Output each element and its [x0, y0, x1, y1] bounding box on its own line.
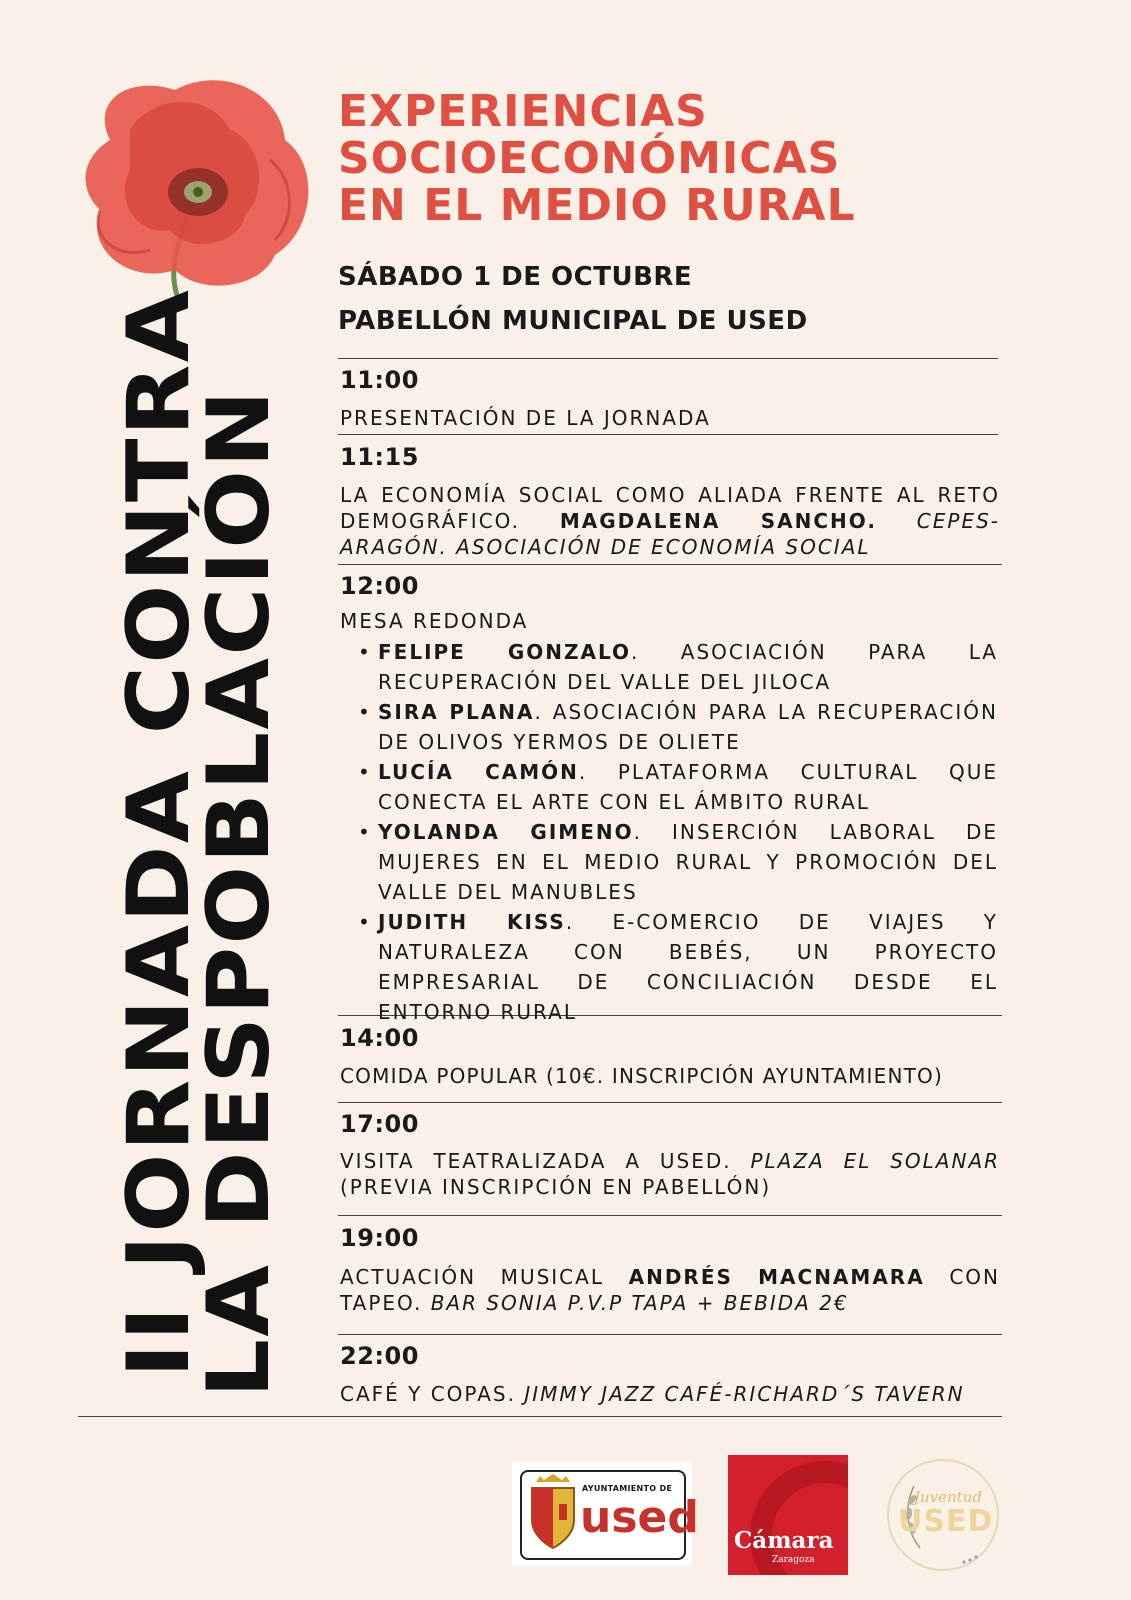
panelist-desc: . ASOCIACIÓN PARA LA RECUPERACIÓN DE OLIVOS YERMOS DE OLIETE [378, 700, 998, 754]
divider [338, 1215, 1002, 1216]
schedule-time: 22:00 [340, 1342, 419, 1370]
juventud-used-text: USED [898, 1504, 994, 1539]
event-place: JIMMY JAZZ CAFÉ-RICHARD´S TAVERN [524, 1382, 965, 1406]
title-line1: EXPERIENCIAS [338, 86, 708, 137]
panelist-name: JUDITH KISS [378, 910, 566, 934]
event-desc: ACTUACIÓN MUSICAL [340, 1265, 604, 1289]
divider [338, 564, 1002, 565]
panel-item [358, 757, 998, 817]
divider [338, 434, 998, 435]
schedule-time: 17:00 [340, 1110, 419, 1138]
event-place: PLAZA EL SOLANAR [750, 1149, 1001, 1173]
schedule-text [340, 482, 1000, 560]
schedule-time: 11:00 [340, 366, 419, 394]
vertical-title-line1: II JORNADA CONTRA [109, 372, 209, 1378]
schedule-text: MESA REDONDA [340, 609, 529, 633]
panelist-name: SIRA PLANA [378, 700, 535, 724]
vertical-title-line2: LA DESPOBLACIÓN [189, 461, 289, 1398]
divider [338, 358, 998, 359]
schedule-text [340, 1264, 1000, 1316]
event-venue: PABELLÓN MUNICIPAL DE USED [338, 306, 808, 336]
panelist-desc: . ASOCIACIÓN PARA LA RECUPERACIÓN DEL VALLE DEL JILOCA [378, 640, 998, 694]
camara-city: Zaragoza [772, 1555, 815, 1565]
poppy-flower-illustration [70, 70, 330, 310]
artist-name: ANDRÉS MACNAMARA [628, 1265, 925, 1289]
panelist-name: FELIPE GONZALO [378, 640, 632, 664]
schedule-text: COMIDA POPULAR (10€. INSCRIPCIÓN AYUNTAMIENTO) [340, 1064, 943, 1088]
title-line2: SOCIOECONÓMICAS [338, 133, 841, 184]
panel-item [358, 907, 998, 1027]
panelist-name: YOLANDA GIMENO [378, 820, 634, 844]
schedule-time: 12:00 [340, 572, 419, 600]
juventud-used-logo [884, 1456, 1002, 1574]
event-date: SÁBADO 1 DE OCTUBRE [338, 262, 693, 292]
divider [338, 1102, 1002, 1103]
ayuntamiento-used-logo [512, 1462, 699, 1566]
ayuntamiento-big-text: used [580, 1492, 699, 1543]
main-title [338, 88, 1038, 229]
panel-item [358, 697, 998, 757]
event-desc: CON TAPEO. [340, 1265, 1000, 1315]
event-note: (PREVIA INSCRIPCIÓN EN PABELLÓN) [340, 1175, 772, 1199]
divider [78, 1416, 1002, 1417]
speaker-org: CEPES-ARAGÓN. ASOCIACIÓN DE ECONOMÍA SOCIAL [340, 509, 1001, 559]
panel-item [358, 637, 998, 697]
panel-list [358, 637, 998, 1027]
title-line3: EN EL MEDIO RURAL [338, 180, 856, 231]
panelist-name: LUCÍA CAMÓN [378, 760, 579, 784]
divider [338, 1334, 1002, 1335]
camara-zaragoza-logo [728, 1455, 848, 1575]
schedule-time: 11:15 [340, 443, 419, 471]
schedule-text: PRESENTACIÓN DE LA JORNADA [340, 406, 711, 430]
speaker-name: MAGDALENA SANCHO. [559, 509, 877, 533]
event-place: BAR SONIA P.V.P TAPA + BEBIDA 2€ [430, 1291, 849, 1315]
juventud-script-text: Juventud [914, 1488, 982, 1506]
coat-of-arms-icon [526, 1474, 580, 1552]
event-desc: VISITA TEATRALIZADA A USED. [340, 1149, 732, 1173]
schedule-time: 19:00 [340, 1224, 419, 1252]
panelist-desc: . INSERCIÓN LABORAL DE MUJERES EN EL MEDIO RURAL Y PROMOCIÓN DEL VALLE DEL MANUBLES [378, 820, 998, 904]
panel-item [358, 817, 998, 907]
schedule-text [340, 1148, 1000, 1200]
schedule-text [340, 1381, 1000, 1407]
schedule-time: 14:00 [340, 1024, 419, 1052]
panelist-desc: . E-COMERCIO DE VIAJES Y NATURALEZA CON BEBÉS, UN PROYECTO EMPRESARIAL DE CONCILIACIÓN DESDE EL ENTORNO RURAL [378, 910, 998, 1024]
panelist-desc: . PLATAFORMA CULTURAL QUE CONECTA EL ARTE CON EL ÁMBITO RURAL [378, 760, 998, 814]
event-desc: CAFÉ Y COPAS. [340, 1382, 516, 1406]
camara-name: Cámara [734, 1527, 834, 1554]
ayuntamiento-small-text: AYUNTAMIENTO DE [582, 1484, 673, 1493]
talk-title: LA ECONOMÍA SOCIAL COMO ALIADA FRENTE AL RETO DEMOGRÁFICO. [340, 483, 1000, 533]
